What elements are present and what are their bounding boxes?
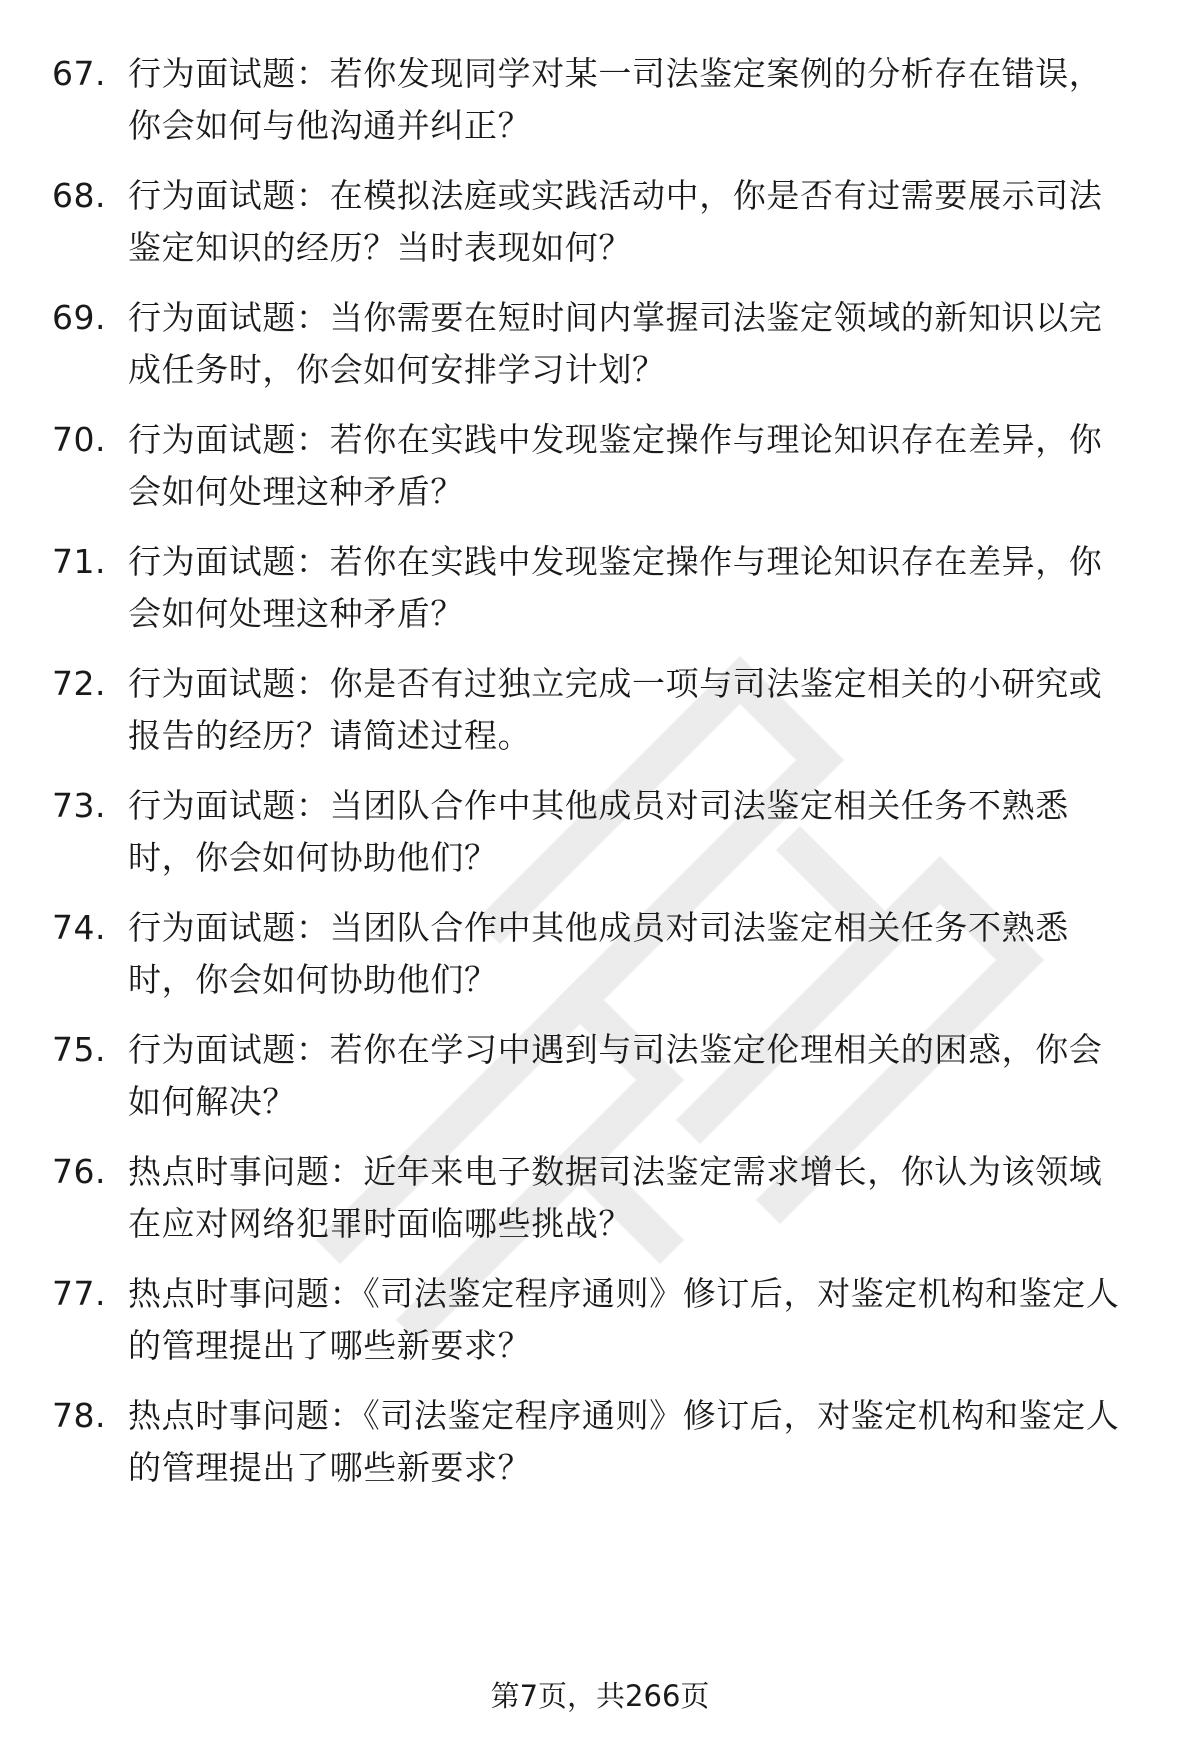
list-item	[0, 1024, 1200, 1124]
question-text: 行为面试题：若你在学习中遇到与司法鉴定伦理相关的困惑，你会如何解决？	[128, 1030, 1103, 1121]
question-text: 热点时事问题：《司法鉴定程序通则》修订后，对鉴定机构和鉴定人的管理提出了哪些新要求？	[128, 1396, 1120, 1487]
question-text: 行为面试题：在模拟法庭或实践活动中，你是否有过需要展示司法鉴定知识的经历？当时表现如何？	[128, 176, 1103, 267]
question-number: 68.	[52, 176, 106, 215]
question-text: 热点时事问题：近年来电子数据司法鉴定需求增长，你认为该领域在应对网络犯罪时面临哪些挑战？	[128, 1152, 1103, 1243]
question-number: 70.	[52, 420, 106, 459]
question-number: 77.	[52, 1274, 106, 1313]
list-item	[0, 536, 1200, 636]
question-text: 行为面试题：当团队合作中其他成员对司法鉴定相关任务不熟悉时，你会如何协助他们？	[128, 786, 1069, 877]
question-number: 76.	[52, 1152, 106, 1191]
question-text: 行为面试题：若你发现同学对某一司法鉴定案例的分析存在错误，你会如何与他沟通并纠正？	[128, 54, 1103, 145]
list-item	[0, 1390, 1200, 1490]
list-item	[0, 902, 1200, 1002]
question-number: 67.	[52, 54, 106, 93]
list-item	[0, 1268, 1200, 1368]
question-text: 行为面试题：当你需要在短时间内掌握司法鉴定领域的新知识以完成任务时，你会如何安排学习计划？	[128, 298, 1103, 389]
question-text: 行为面试题：当团队合作中其他成员对司法鉴定相关任务不熟悉时，你会如何协助他们？	[128, 908, 1069, 999]
question-text: 热点时事问题：《司法鉴定程序通则》修订后，对鉴定机构和鉴定人的管理提出了哪些新要求？	[128, 1274, 1120, 1365]
question-number: 73.	[52, 786, 106, 825]
list-item	[0, 780, 1200, 880]
question-number: 71.	[52, 542, 106, 581]
question-text: 行为面试题：若你在实践中发现鉴定操作与理论知识存在差异，你会如何处理这种矛盾？	[128, 542, 1103, 633]
list-item	[0, 414, 1200, 514]
page-footer: 第7页，共266页	[490, 1679, 710, 1713]
list-item	[0, 48, 1200, 148]
list-item	[0, 658, 1200, 758]
question-text: 行为面试题：你是否有过独立完成一项与司法鉴定相关的小研究或报告的经历？请简述过程。	[128, 664, 1103, 755]
question-number: 74.	[52, 908, 106, 947]
list-item	[0, 292, 1200, 392]
list-item	[0, 170, 1200, 270]
question-number: 78.	[52, 1396, 106, 1435]
question-number: 75.	[52, 1030, 106, 1069]
question-text: 行为面试题：若你在实践中发现鉴定操作与理论知识存在差异，你会如何处理这种矛盾？	[128, 420, 1103, 511]
question-number: 72.	[52, 664, 106, 703]
question-number: 69.	[52, 298, 106, 337]
list-item	[0, 1146, 1200, 1246]
